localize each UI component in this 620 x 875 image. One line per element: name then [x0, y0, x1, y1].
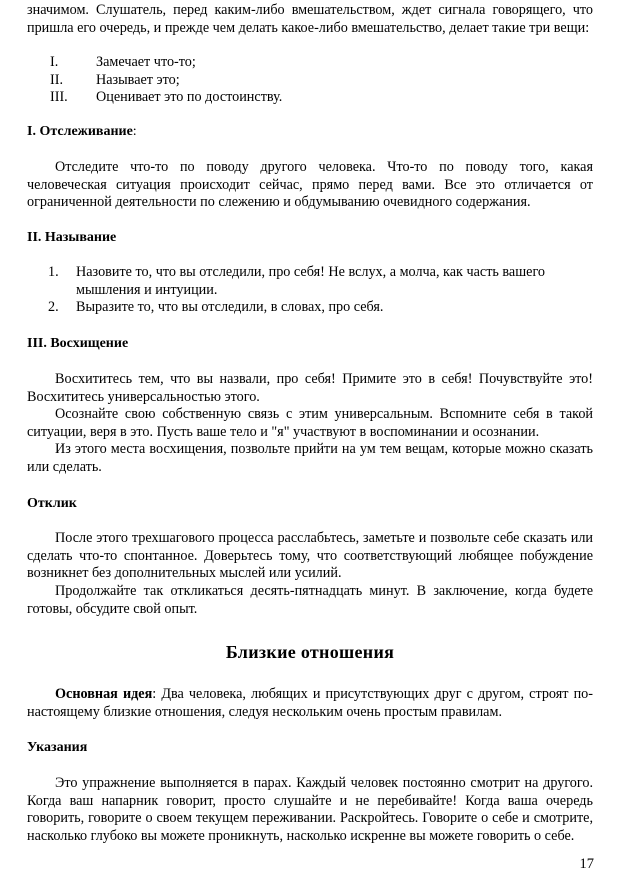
section-heading-tracking: [27, 124, 137, 140]
roman-list-text: Называет это;: [96, 71, 180, 88]
roman-list-text: Замечает что-то;: [96, 54, 196, 70]
admiration-paragraph-1: Восхититесь тем, что вы назвали, про себя! Примите это в себя! Почувствуйте это! Восхититесь универсальностью этого.: [27, 371, 593, 405]
response-paragraph-1: После этого трехшагового процесса расслабьтесь, заметьте и позвольте себе сказать или сделать что-то спонтанное. Доверьтесь тому, что соответствующий любящее побуждение возникнет без дополнительных мыслей или усилий.: [27, 530, 593, 581]
main-idea-text: : Два человека, любящих и присутствующих друг с другом, строят по-настоящему близкие отношения, следуя нескольким очень простым правилам.: [27, 686, 593, 720]
section-title: Близкие отношения: [225, 642, 395, 662]
roman-list-item-3: [50, 89, 550, 107]
roman-list-number: II.: [50, 71, 63, 88]
heading-suffix: :: [132, 124, 137, 139]
section-heading-admiration: III. Восхищение: [27, 336, 129, 351]
main-idea-label: Основная идея: [55, 686, 153, 702]
main-idea-paragraph: [27, 686, 593, 721]
section-heading-naming: II. Называние: [27, 230, 117, 245]
naming-list-item-2: [48, 299, 588, 317]
naming-list-text: Назовите то, что вы отследили, про себя! Не вслух, а молча, как часть вашего мышления и интуиции.: [76, 264, 546, 298]
naming-list-text: Выразите то, что вы отследили, в словах, про себя.: [76, 299, 384, 315]
intro-paragraph: значимом. Слушатель, перед каким-либо вмешательством, ждет сигнала говорящего, что пришла его очередь, и прежде чем делать какое-либо вмешательство, делает такие три вещи:: [27, 2, 593, 36]
naming-list-number: 1.: [48, 264, 59, 280]
page-number: 17: [579, 856, 594, 872]
tracking-paragraph: Отследите что-то по поводу другого человека. Что-то по поводу того, какая человеческая ситуация происходит сейчас, прямо перед вами. Все это отличается от ограниченной деятельности по слежению и обдумыванию очевидного содержания.: [27, 159, 593, 210]
roman-list-item-2: [50, 72, 550, 90]
naming-list-number: 2.: [48, 299, 59, 315]
instructions-paragraph: Это упражнение выполняется в парах. Каждый человек постоянно смотрит на другого. Когда ваш напарник говорит, просто слушайте и не перебивайте! Когда ваша очередь говорить, говорите о своем текущем переживании. Раскройтесь. Говорите о себе и смотрите, насколько глубоко вы можете проникнуть, насколько искренне вы можете говорить о себе.: [27, 775, 593, 844]
roman-list-text: Оценивает это по достоинству.: [96, 89, 283, 105]
roman-list-item-1: [50, 54, 550, 72]
admiration-paragraph-3: Из этого места восхищения, позвольте прийти на ум тем вещам, которые можно сказать или сделать.: [27, 441, 593, 475]
section-heading-instructions: Указания: [27, 740, 88, 755]
heading-text: I. Отслеживание: [27, 124, 133, 139]
roman-list-number: I.: [50, 54, 59, 70]
roman-list-number: III.: [50, 89, 68, 105]
admiration-paragraph-2: Осознайте свою собственную связь с этим универсальным. Вспомните себя в такой ситуации, веря в это. Пусть ваше тело и "я" участвуют в воспоминании и осознании.: [27, 406, 593, 440]
response-paragraph-2: Продолжайте так откликаться десять-пятнадцать минут. В заключение, когда будете готовы, обсудите свой опыт.: [27, 583, 593, 617]
naming-list-item-1: [48, 264, 588, 299]
section-heading-response: Отклик: [27, 496, 77, 511]
